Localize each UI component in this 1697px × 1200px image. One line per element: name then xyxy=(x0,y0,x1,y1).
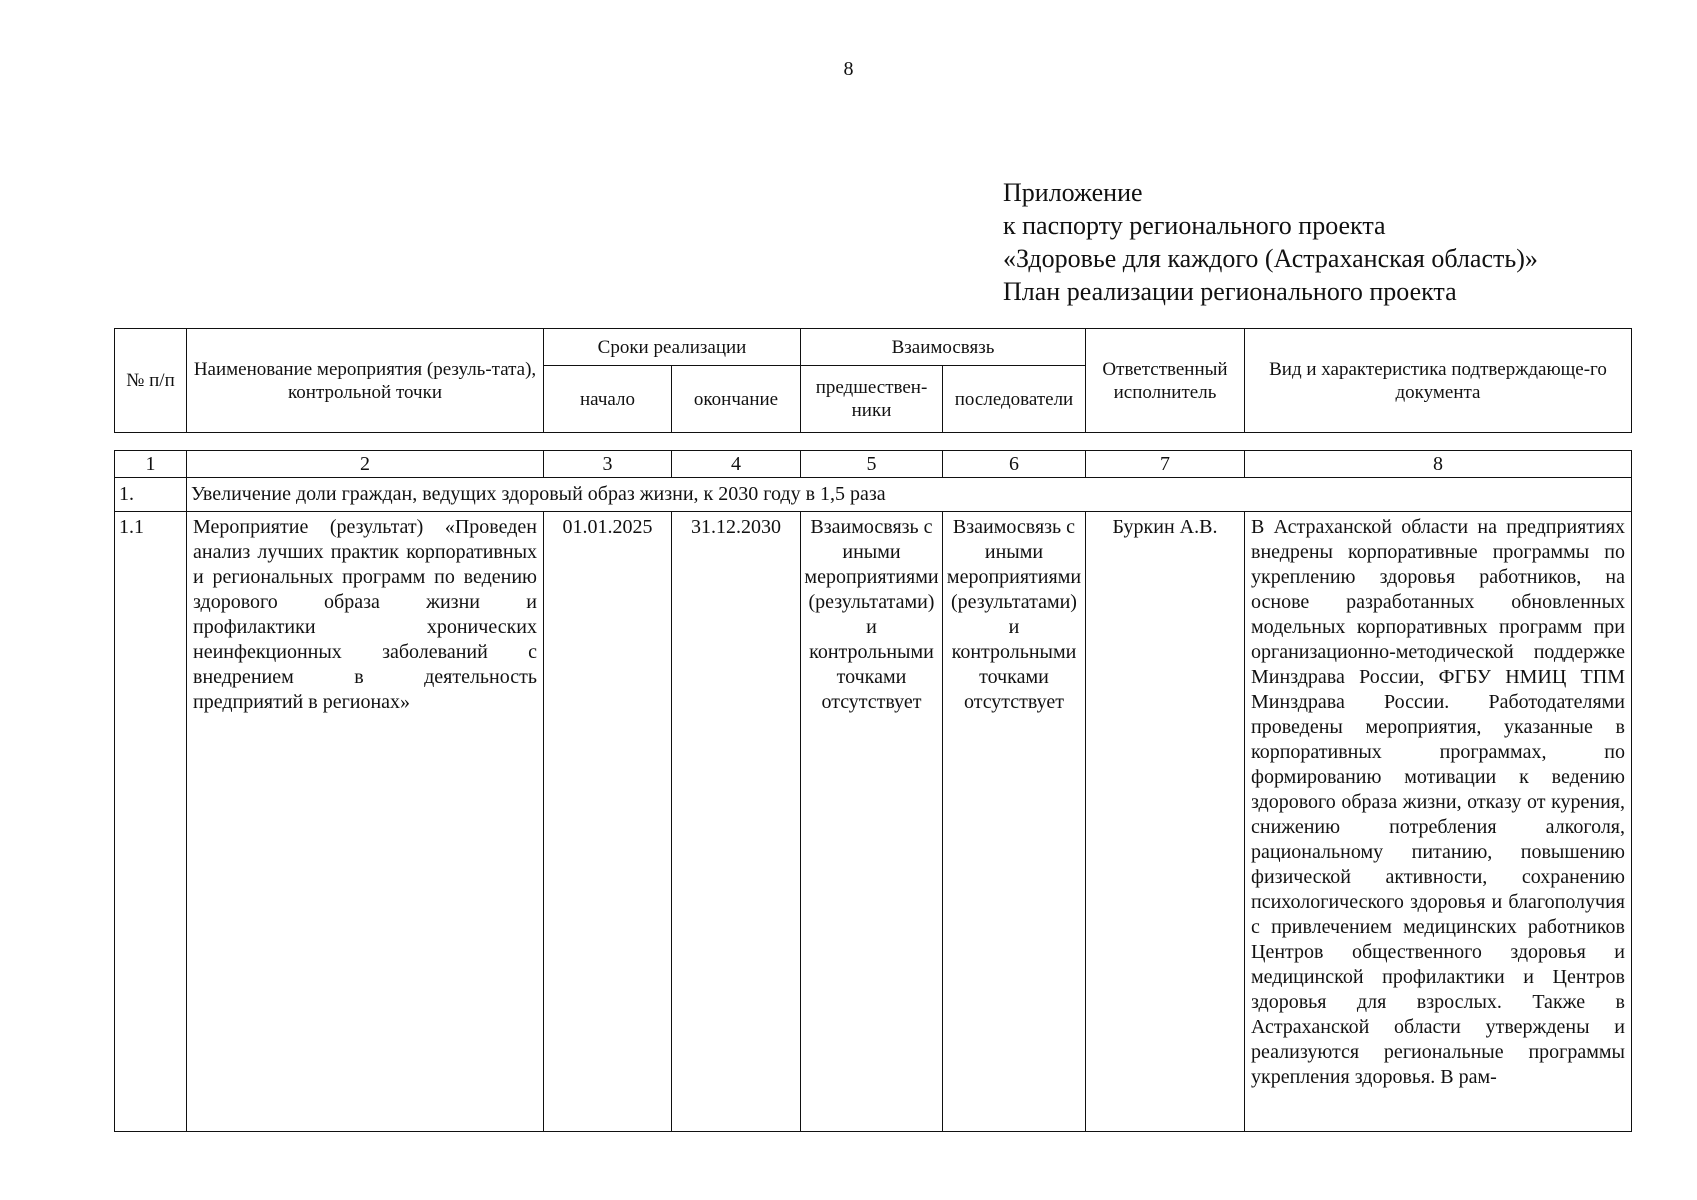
row-number: 1.1 xyxy=(115,512,187,1132)
appendix-line-1: Приложение xyxy=(1003,178,1143,207)
row-responsible: Буркин А.В. xyxy=(1086,512,1245,1132)
column-number: 7 xyxy=(1086,451,1245,478)
column-number: 8 xyxy=(1245,451,1632,478)
section-row xyxy=(115,478,1632,512)
row-start-date: 01.01.2025 xyxy=(544,512,672,1132)
appendix-line-4: План реализации регионального проекта xyxy=(1003,277,1457,306)
column-number: 1 xyxy=(115,451,187,478)
row-predecessors: Взаимосвязь с иными мероприятиями (результатами) и контрольными точками отсутствует xyxy=(801,512,943,1132)
table-row xyxy=(115,512,1632,1132)
header-links-group: Взаимосвязь xyxy=(801,329,1086,366)
plan-table xyxy=(114,450,1632,1132)
header-successors: последователи xyxy=(943,366,1086,433)
column-numbers-row xyxy=(115,451,1632,478)
header-terms-group: Сроки реализации xyxy=(544,329,801,366)
row-name: Мероприятие (результат) «Проведен анализ лучших практик корпоративных и региональных программ по ведению здорового образа жизни и профилактики хронических неинфекционных заболеваний с внедрением в деятельность предприятий в регионах» xyxy=(187,512,544,1132)
column-number: 2 xyxy=(187,451,544,478)
page-number: 8 xyxy=(843,58,854,80)
row-document: В Астраханской области на предприятиях внедрены корпоративные программы по укреплению здоровья работников, на основе разработанных обновленных модельных корпоративных программ при организационно-методической поддержке Минздрава России, ФГБУ НМИЦ ТПМ Минздрава России. Работодателями проведены мероприятия, указанные в корпоративных программах, по формированию мотивации к ведению здорового образа жизни, отказу от курения, снижению потребления алкоголя, рациональному питанию, повышению физической активности, сохранению психологического здоровья и благополучия с привлечением медицинских работников Центров общественного здоровья и медицинской профилактики и Центров здоровья для взрослых. Также в Астраханской области утверждены и реализуются региональные программы укрепления здоровья. В рам- xyxy=(1245,512,1632,1132)
section-number: 1. xyxy=(115,478,187,512)
table-header xyxy=(114,328,1632,433)
column-number: 6 xyxy=(943,451,1086,478)
column-number: 5 xyxy=(801,451,943,478)
header-end: окончание xyxy=(672,366,801,433)
row-end-date: 31.12.2030 xyxy=(672,512,801,1132)
header-number: № п/п xyxy=(115,329,187,433)
appendix-line-2: к паспорту регионального проекта xyxy=(1003,211,1386,240)
header-start: начало xyxy=(544,366,672,433)
row-successors: Взаимосвязь с иными мероприятиями (результатами) и контрольными точками отсутствует xyxy=(943,512,1086,1132)
column-number: 4 xyxy=(672,451,801,478)
column-number: 3 xyxy=(544,451,672,478)
header-responsible: Ответственный исполнитель xyxy=(1086,329,1245,433)
header-document: Вид и характеристика подтверждающе-го документа xyxy=(1245,329,1632,433)
appendix-line-3: «Здоровье для каждого (Астраханская область)» xyxy=(1003,244,1538,273)
section-title: Увеличение доли граждан, ведущих здоровый образ жизни, к 2030 году в 1,5 раза xyxy=(187,478,1632,512)
appendix-heading xyxy=(1003,176,1538,308)
header-predecessors: предшествен-ники xyxy=(801,366,943,433)
header-name: Наименование мероприятия (резуль-тата), контрольной точки xyxy=(187,329,544,433)
